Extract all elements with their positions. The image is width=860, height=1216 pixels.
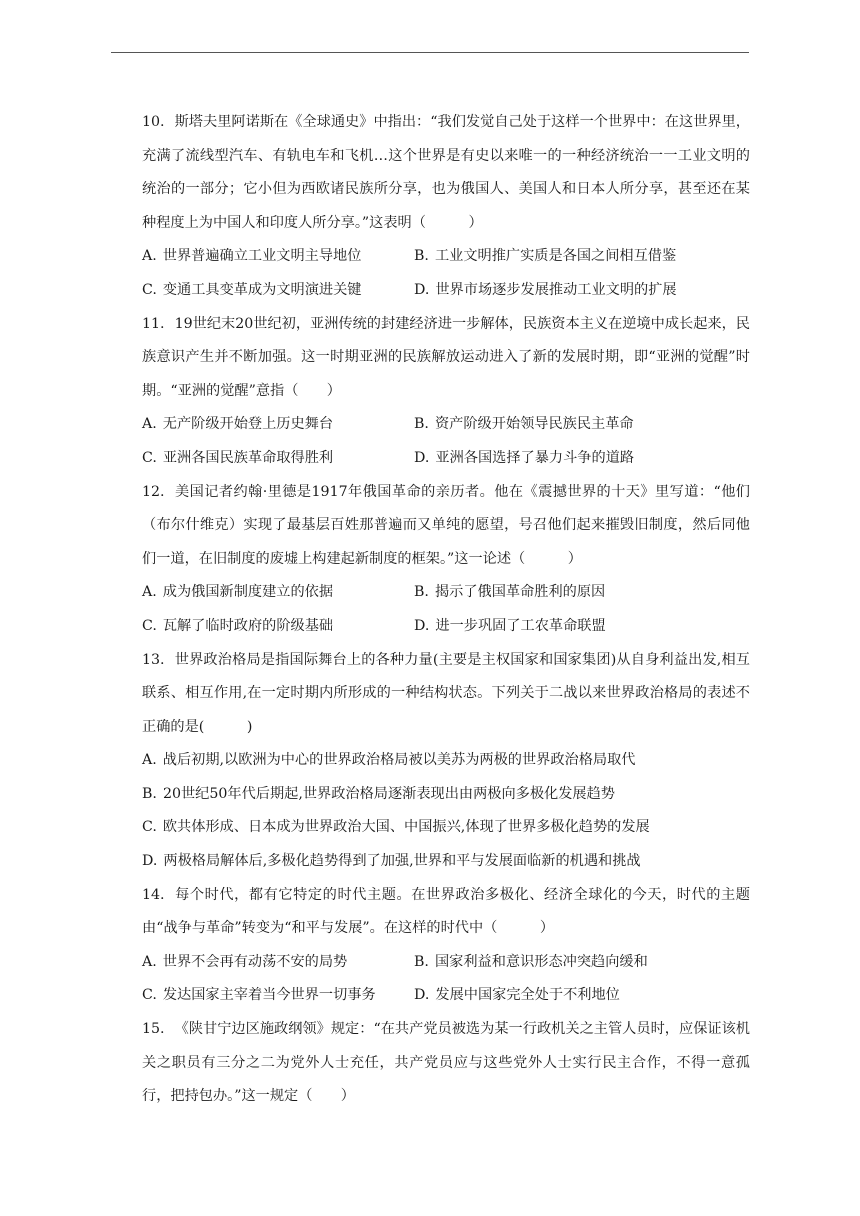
question-11 (142, 308, 750, 476)
question-stem (142, 476, 750, 577)
option-a[interactable]: A. 世界不会再有动荡不安的局势 (142, 953, 348, 970)
option-row (142, 408, 750, 442)
question-14 (142, 879, 750, 1013)
option-row (142, 240, 750, 274)
option-b[interactable]: B. 揭示了俄国革命胜利的原因 (414, 584, 606, 601)
option-row (142, 274, 750, 308)
option-c[interactable]: C. 变通工具变革成为文明演进关键 (142, 281, 362, 298)
question-list (142, 106, 750, 1114)
option-d[interactable]: D. 两极格局解体后,多极化趋势得到了加强,世界和平与发展面临新的机遇和挑战 (142, 853, 641, 870)
option-c[interactable]: C. 瓦解了临时政府的阶级基础 (142, 617, 334, 634)
option-b[interactable]: B. 20世纪50年代后期起,世界政治格局逐渐表现出由两极向多极化发展趋势 (142, 785, 615, 802)
question-10 (142, 106, 750, 308)
question-number: 12. (142, 483, 165, 500)
option-d[interactable]: D. 进一步巩固了工农革命联盟 (414, 617, 606, 634)
question-number: 13. (142, 651, 165, 668)
question-text: 《陕甘宁边区施政纲领》规定：“在共产党员被选为某一行政机关之主管人员时，应保证该机关之职员有三分之二为党外人士充任，共产党员应与这些党外人士实行民主合作，不得一意孤行，把持包办。”这一规定（ ） (142, 1021, 750, 1105)
question-text: 每个时代，都有它特定的时代主题。在世界政治多极化、经济全球化的今天，时代的主题由“战争与革命”转变为“和平与发展”。在这样的时代中（ ） (142, 886, 750, 937)
option-a[interactable]: A. 无产阶级开始登上历史舞台 (142, 416, 334, 433)
header-rule (111, 52, 749, 53)
question-stem (142, 879, 750, 946)
question-text: 19世纪末20世纪初，亚洲传统的封建经济进一步解体，民族资本主义在逆境中成长起来，民族意识产生并不断加强。这一时期亚洲的民族解放运动进入了新的发展时期，即“亚洲的觉醒”时期。“亚洲的觉醒”意指（ ） (142, 315, 750, 399)
question-number: 14. (142, 886, 165, 903)
question-number: 10. (142, 114, 165, 130)
option-row (142, 576, 750, 610)
option-row (142, 442, 750, 476)
question-text: 美国记者约翰·里德是1917年俄国革命的亲历者。他在《震撼世界的十天》里写道：“他们（布尔什维克）实现了最基层百姓那普遍而又单纯的愿望，号召他们起来摧毁旧制度，然后同他们一道，在旧制度的废墟上构建起新制度的框架。”这一论述（ ） (142, 483, 750, 567)
option-d[interactable]: D. 发展中国家完全处于不利地位 (414, 987, 620, 1004)
question-stem (142, 644, 750, 745)
option-b[interactable]: B. 资产阶级开始领导民族民主革命 (414, 416, 634, 433)
option-b[interactable]: B. 国家利益和意识形态冲突趋向缓和 (414, 953, 648, 970)
option-c[interactable]: C. 亚洲各国民族革命取得胜利 (142, 449, 334, 466)
question-number: 11. (142, 315, 165, 332)
option-d[interactable]: D. 世界市场逐步发展推动工业文明的扩展 (414, 281, 677, 298)
question-text: 斯塔夫里阿诺斯在《全球通史》中指出：“我们发觉自己处于这样一个世界中：在这世界里，充满了流线型汽车、有轨电车和飞机…这个世界是有史以来唯一的一种经济统治一一工业文明的统治的一部分；它小但为西欧诸民族所分享，也为俄国人、美国人和日本人所分享，甚至还在某种程度上为中国人和印度人所分享。”这表明（ ） (142, 114, 750, 231)
question-text: 世界政治格局是指国际舞台上的各种力量(主要是主权国家和国家集团)从自身利益出发,相互联系、相互作用,在一定时期内所形成的一种结构状态。下列关于二战以来世界政治格局的表述不正确的是( ) (142, 651, 750, 735)
question-number: 15. (142, 1021, 165, 1038)
question-stem (142, 1013, 750, 1114)
option-a[interactable]: A. 战后初期,以欧洲为中心的世界政治格局被以美苏为两极的世界政治格局取代 (142, 752, 636, 769)
question-15 (142, 1013, 750, 1114)
option-a[interactable]: A. 世界普遍确立工业文明主导地位 (142, 248, 362, 265)
question-12 (142, 476, 750, 644)
option-c[interactable]: C. 发达国家主宰着当今世界一切事务 (142, 987, 376, 1004)
option-row (142, 946, 750, 980)
option-row (142, 979, 750, 1013)
option-c[interactable]: C. 欧共体形成、日本成为世界政治大国、中国振兴,体现了世界多极化趋势的发展 (142, 819, 650, 836)
question-stem (142, 308, 750, 409)
option-row (142, 610, 750, 644)
option-a[interactable]: A. 成为俄国新制度建立的依据 (142, 584, 334, 601)
question-13 (142, 644, 750, 879)
question-stem (142, 106, 750, 240)
option-b[interactable]: B. 工业文明推广实质是各国之间相互借鉴 (414, 248, 677, 265)
option-d[interactable]: D. 亚洲各国选择了暴力斗争的道路 (414, 449, 635, 466)
